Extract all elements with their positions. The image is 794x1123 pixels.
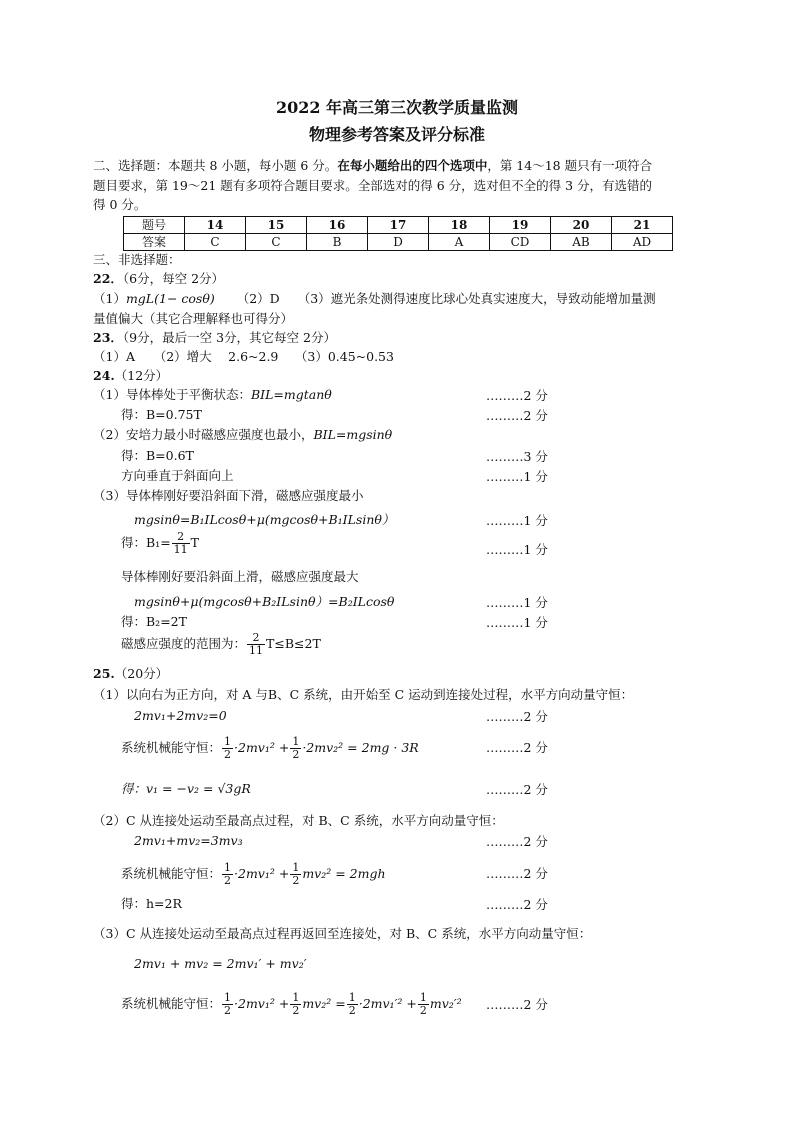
q25-p7 xyxy=(121,862,386,887)
q25-p7-term2: mv₂² = 2mgh xyxy=(302,866,386,881)
q24-p3-text: （2）安培力最小时磁感应强度也最小， xyxy=(93,427,314,442)
q25-p11-text: 系统机械能守恒： xyxy=(121,996,222,1011)
score-label: ………2 分 xyxy=(486,897,548,912)
score-label: ………2 分 xyxy=(486,709,548,724)
q24-p1 xyxy=(93,386,332,404)
q25-p8: 得：h=2R xyxy=(121,896,182,911)
q24-p3 xyxy=(93,426,392,444)
q24-p12 xyxy=(121,632,321,657)
fraction-numerator: 1 xyxy=(224,991,232,1004)
fraction-denominator: 2 xyxy=(292,1004,300,1017)
q24-heading xyxy=(93,367,168,385)
question-number: 16 xyxy=(307,217,368,234)
fraction xyxy=(222,736,233,761)
fraction xyxy=(418,992,429,1017)
fraction xyxy=(290,862,301,887)
fraction-denominator: 2 xyxy=(224,1004,232,1017)
q24-p8-text: 得：B₁= xyxy=(121,535,171,550)
q24-p6: （3）导体棒刚好要沿斜面下滑，磁感应强度最小 xyxy=(93,488,364,503)
q24-number: 24. xyxy=(93,368,115,383)
answer-table-number-row xyxy=(124,217,673,234)
q25-p3 xyxy=(121,736,419,761)
fraction-denominator: 2 xyxy=(348,1004,356,1017)
score-label: ………1 分 xyxy=(486,469,548,484)
answer-table xyxy=(123,216,673,251)
fraction-denominator: 2 xyxy=(224,748,232,761)
q25-p1: （1）以向右为正方向，对 A 与B、C 系统，由开始至 C 运动到连接处过程，水平方向动量守恒： xyxy=(93,687,634,702)
answer-cell: CD xyxy=(490,234,551,251)
question-number: 20 xyxy=(551,217,612,234)
q24-p1-formula: BIL=mgtanθ xyxy=(250,387,332,402)
score-label: ………2 分 xyxy=(486,782,548,797)
q25-p9: （3）C 从连接处运动至最高点过程再返回至连接处，对 B、C 系统，水平方向动量守恒： xyxy=(93,926,592,941)
section2-intro-line3: 得 0 分。 xyxy=(93,197,147,212)
q24-p8 xyxy=(121,531,199,556)
q24-p12-text: 磁感应强度的范围为： xyxy=(121,636,247,651)
q25-p7-term1: ·2mv₁² + xyxy=(234,866,290,881)
answer-table-answer-row xyxy=(124,234,673,251)
fraction-denominator: 2 xyxy=(292,874,300,887)
q23-number: 23． xyxy=(93,330,123,345)
fraction-denominator: 11 xyxy=(249,644,264,657)
question-number: 21 xyxy=(612,217,673,234)
q25-number: 25. xyxy=(93,666,115,681)
q24-p4: 得：B=0.6T xyxy=(121,448,194,463)
q23-heading xyxy=(93,329,336,347)
q25-p6: 2mv₁+mv₂=3mv₃ xyxy=(134,833,243,848)
q25-p7-text: 系统机械能守恒： xyxy=(121,866,222,881)
page-title: 2022 年高三第三次教学质量监测 xyxy=(275,98,519,117)
answer-cell: C xyxy=(246,234,307,251)
score-label: ………2 分 xyxy=(486,388,548,403)
fraction-numerator: 2 xyxy=(247,632,265,645)
fraction-numerator: 1 xyxy=(224,861,232,874)
q24-p2: 得：B=0.75T xyxy=(121,407,202,422)
fraction xyxy=(222,862,233,887)
question-number: 19 xyxy=(490,217,551,234)
fraction xyxy=(247,632,265,657)
q25-note: （20分） xyxy=(114,666,169,681)
q25-p3-text: 系统机械能守恒： xyxy=(121,740,222,755)
answer-cell: D xyxy=(368,234,429,251)
fraction-numerator: 1 xyxy=(224,735,232,748)
section2-intro-line1 xyxy=(93,157,652,175)
fraction xyxy=(290,992,301,1017)
fraction-numerator: 2 xyxy=(172,531,190,544)
score-label: ………1 分 xyxy=(486,615,548,630)
question-number: 17 xyxy=(368,217,429,234)
answer-cell: AB xyxy=(551,234,612,251)
q25-p11-term2: mv₂² = xyxy=(302,996,346,1011)
q22-line1 xyxy=(93,290,656,308)
fraction-denominator: 2 xyxy=(419,1004,427,1017)
q25-p2: 2mv₁+2mv₂=0 xyxy=(134,708,227,723)
score-label: ………3 分 xyxy=(486,449,548,464)
answer-cell: A xyxy=(429,234,490,251)
q25-p3-term1: ·2mv₁² + xyxy=(234,740,290,755)
q24-p12-range: T≤B≤2T xyxy=(266,636,321,651)
fraction xyxy=(172,531,190,556)
score-label: ………2 分 xyxy=(486,834,548,849)
q25-p5: （2）C 从连接处运动至最高点过程，对 B、C 系统，水平方向动量守恒： xyxy=(93,813,504,828)
q25-p11-term1: ·2mv₁² + xyxy=(234,996,290,1011)
fraction xyxy=(222,992,233,1017)
intro-part-c: ，第 14～18 题只有一项符合 xyxy=(487,158,653,173)
q24-note: （12分） xyxy=(114,368,169,383)
q24-p7: mgsinθ=B₁ILcosθ+μ(mgcosθ+B₁ILsinθ） xyxy=(134,512,395,527)
q24-p11: 得：B₂=2T xyxy=(121,614,187,629)
q24-p9: 导体棒刚好要沿斜面上滑，磁感应强度最大 xyxy=(121,569,359,584)
answer-cell: C xyxy=(185,234,246,251)
section2-intro-line2: 题目要求，第 19～21 题有多项符合题目要求。全部选对的得 6 分，选对但不全的得 3 分，有选错的 xyxy=(93,178,653,193)
score-label: ………2 分 xyxy=(486,997,548,1012)
fraction-numerator: 1 xyxy=(292,735,300,748)
answer-cell: B xyxy=(307,234,368,251)
q25-p10: 2mv₁ + mv₂ = 2mv₁′ + mv₂′ xyxy=(134,956,307,971)
q22-part2: （2）D xyxy=(236,291,280,306)
fraction-denominator: 2 xyxy=(292,748,300,761)
question-number: 14 xyxy=(185,217,246,234)
score-label: ………2 分 xyxy=(486,866,548,881)
q25-heading xyxy=(93,665,168,683)
q24-p5: 方向垂直于斜面向上 xyxy=(121,468,234,483)
fraction-denominator: 2 xyxy=(224,874,232,887)
q25-p11-term4: mv₂′² xyxy=(429,996,462,1011)
q24-p3-formula: BIL=mgsinθ xyxy=(313,427,393,442)
score-label: ………2 分 xyxy=(486,408,548,423)
q22-note: （6分，每空 2分） xyxy=(122,271,225,286)
q24-p8-unit: T xyxy=(190,535,200,550)
answer-cell: AD xyxy=(612,234,673,251)
fraction xyxy=(290,736,301,761)
table-answer-label: 答案 xyxy=(124,234,185,251)
q23-line1: （1）A （2）增大 2.6~2.9 （3）0.45~0.53 xyxy=(93,349,394,364)
q22-formula: mgL(1− cosθ) xyxy=(125,291,215,306)
q22-part1-label: （1） xyxy=(93,291,126,306)
q25-p11 xyxy=(121,992,462,1017)
q24-p10: mgsinθ+μ(mgcosθ+B₂ILsinθ）=B₂ILcosθ xyxy=(134,594,395,609)
question-number: 18 xyxy=(429,217,490,234)
q23-note: （9分，最后一空 3分，其它每空 2分） xyxy=(122,330,336,345)
q25-p11-term3: ·2mv₁′² + xyxy=(358,996,417,1011)
score-label: ………1 分 xyxy=(486,542,548,557)
fraction-numerator: 1 xyxy=(292,991,300,1004)
fraction-denominator: 11 xyxy=(173,543,188,556)
fraction-numerator: 1 xyxy=(348,991,356,1004)
q22-number: 22． xyxy=(93,271,123,286)
fraction-numerator: 1 xyxy=(292,861,300,874)
q22-part3: （3）遮光条处测得速度比球心处真实速度大，导致动能增加量测 xyxy=(297,291,656,306)
intro-part-a: 二、选择题：本题共 8 小题，每小题 6 分。 xyxy=(93,158,338,173)
section3-heading: 三、非选择题： xyxy=(93,252,181,267)
page-subtitle: 物理参考答案及评分标准 xyxy=(308,125,485,144)
score-label: ………1 分 xyxy=(486,595,548,610)
q22-line2: 量值偏大（其它合理解释也可得分） xyxy=(93,311,294,326)
fraction xyxy=(347,992,358,1017)
score-label: ………1 分 xyxy=(486,513,548,528)
q25-p4: 得：v₁ = −v₂ = √3gR xyxy=(121,781,251,796)
intro-part-b: 在每小题给出的四个选项中 xyxy=(337,158,488,173)
score-label: ………2 分 xyxy=(486,740,548,755)
q25-p3-term2: ·2mv₂² = 2mg · 3R xyxy=(302,740,419,755)
fraction-numerator: 1 xyxy=(419,991,427,1004)
q22-heading xyxy=(93,270,224,288)
table-header-label: 题号 xyxy=(124,217,185,234)
question-number: 15 xyxy=(246,217,307,234)
q24-p1-text: （1）导体棒处于平衡状态： xyxy=(93,387,251,402)
